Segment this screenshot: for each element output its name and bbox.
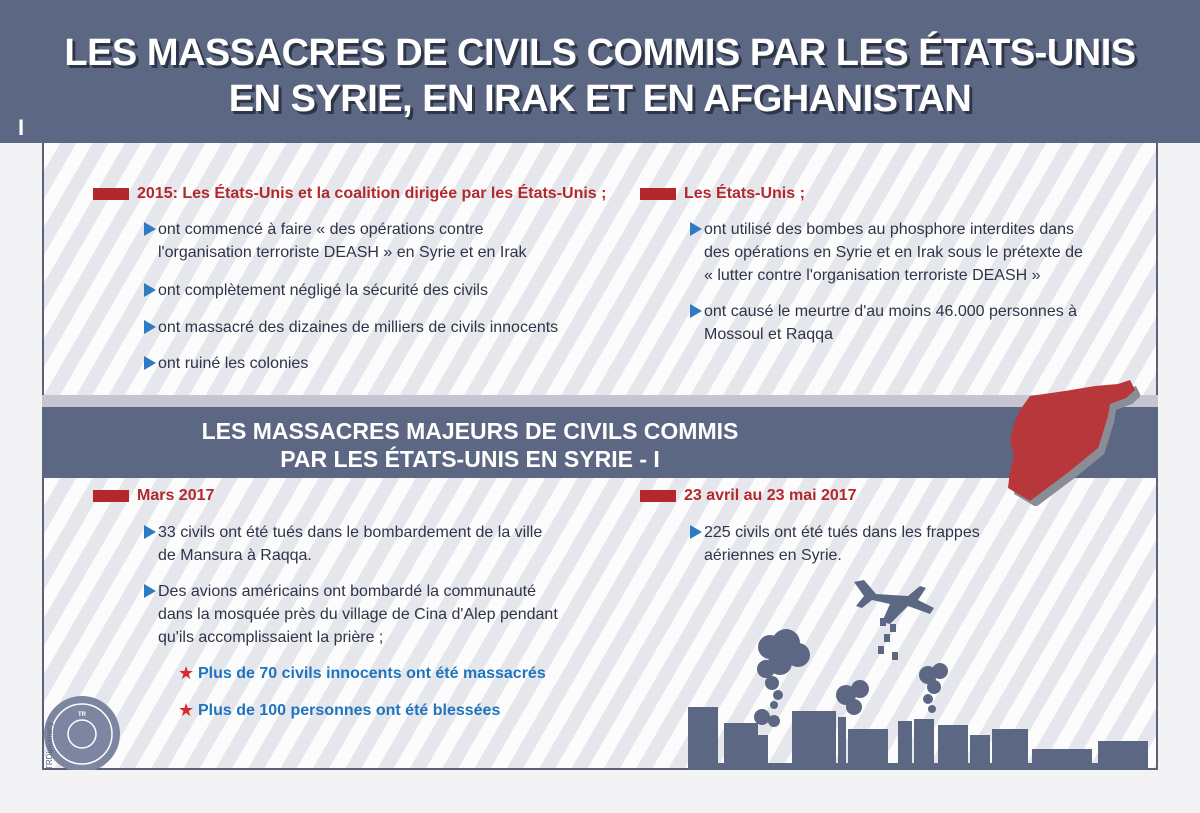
list-item [158,218,527,264]
bullet-text: 33 civils ont été tués dans le bombardement de la ville [158,524,543,541]
section-title [42,417,898,473]
page-title [0,30,1200,122]
page-title-line2: EN SYRIE, EN IRAK ET EN AFGHANISTAN [228,78,972,120]
heading-mars-2017-text: Mars 2017 [137,487,215,504]
star-item [178,700,501,721]
star-icon: ★ [178,663,195,683]
heading-avril-mai-2017 [684,486,857,506]
triangle-right-icon [690,222,702,236]
heading-bar-icon [640,188,676,200]
star-item [178,663,546,684]
page-number: I [18,115,25,140]
bullet-text: de Mansura à Raqqa. [158,547,312,564]
list-item [158,580,558,649]
bullet-text: ont massacré des dizaines de milliers de civils innocents [158,319,559,336]
bullet-text: « lutter contre l'organisation terroriste DEASH » [704,267,1041,284]
triangle-right-icon [144,525,156,539]
city-skyline-icon [688,625,1148,770]
list-item [158,279,488,302]
bullet-text: aériennes en Syrie. [704,547,842,564]
heading-etats-unis-text: Les États-Unis ; [684,185,805,202]
triangle-right-icon [144,283,156,297]
bullet-text: des opérations en Syrie et en Irak sous le prétexte de [704,244,1083,261]
list-item [704,218,1083,287]
triangle-right-icon [690,304,702,318]
heading-bar-icon [640,490,676,502]
triangle-right-icon [690,525,702,539]
heading-2015 [137,184,606,204]
heading-mars-2017 [137,486,214,506]
bullet-text: ont commencé à faire « des opérations contre [158,221,484,238]
bullet-text: qu'ils accomplissaient la prière ; [158,629,384,646]
section-title-line2: PAR LES ÉTATS-UNIS EN SYRIE - I [280,446,660,472]
list-item [704,300,1077,346]
heading-bar-icon [93,490,129,502]
list-item [158,352,308,375]
heading-avril-mai-2017-text: 23 avril au 23 mai 2017 [684,487,857,504]
triangle-right-icon [144,584,156,598]
list-item [158,521,542,567]
bullet-text: ont complètement négligé la sécurité des civils [158,282,488,299]
bullet-text: ont utilisé des bombes au phosphore interdites dans [704,221,1075,238]
star-item-text: Plus de 70 civils innocents ont été massacrés [198,665,546,682]
bullet-text: dans la mosquée près du village de Cina d'Alep pendant [158,606,558,623]
svg-text:TR: TR [78,712,86,718]
section-title-line1: LES MASSACRES MAJEURS DE CIVILS COMMIS [201,418,739,444]
bullet-text: Mossoul et Raqqa [704,326,833,343]
list-item [158,316,558,339]
page-title-line1: LES MASSACRES DE CIVILS COMMIS PAR LES ÉTATS-UNIS [64,32,1136,74]
triangle-right-icon [144,320,156,334]
bullet-text: l'organisation terroriste DEASH » en Syrie et en Irak [158,244,527,261]
bullet-text: ont causé le meurtre d'au moins 46.000 personnes à [704,303,1078,320]
triangle-right-icon [144,356,156,370]
bullet-text: 225 civils ont été tués dans les frappes [704,524,980,541]
social-handle: TRDiplomacy [45,721,54,770]
bullet-text: Des avions américains ont bombardé la communauté [158,583,536,600]
syria-map-icon [990,376,1140,506]
bullet-text: ont ruiné les colonies [158,355,309,372]
triangle-right-icon [144,222,156,236]
heading-bar-icon [93,188,129,200]
star-icon: ★ [178,700,195,720]
heading-etats-unis [684,184,805,204]
star-item-text: Plus de 100 personnes ont été blessées [198,702,501,719]
heading-2015-text: 2015: Les États-Unis et la coalition dirigée par les États-Unis ; [137,185,607,202]
list-item [704,521,980,567]
